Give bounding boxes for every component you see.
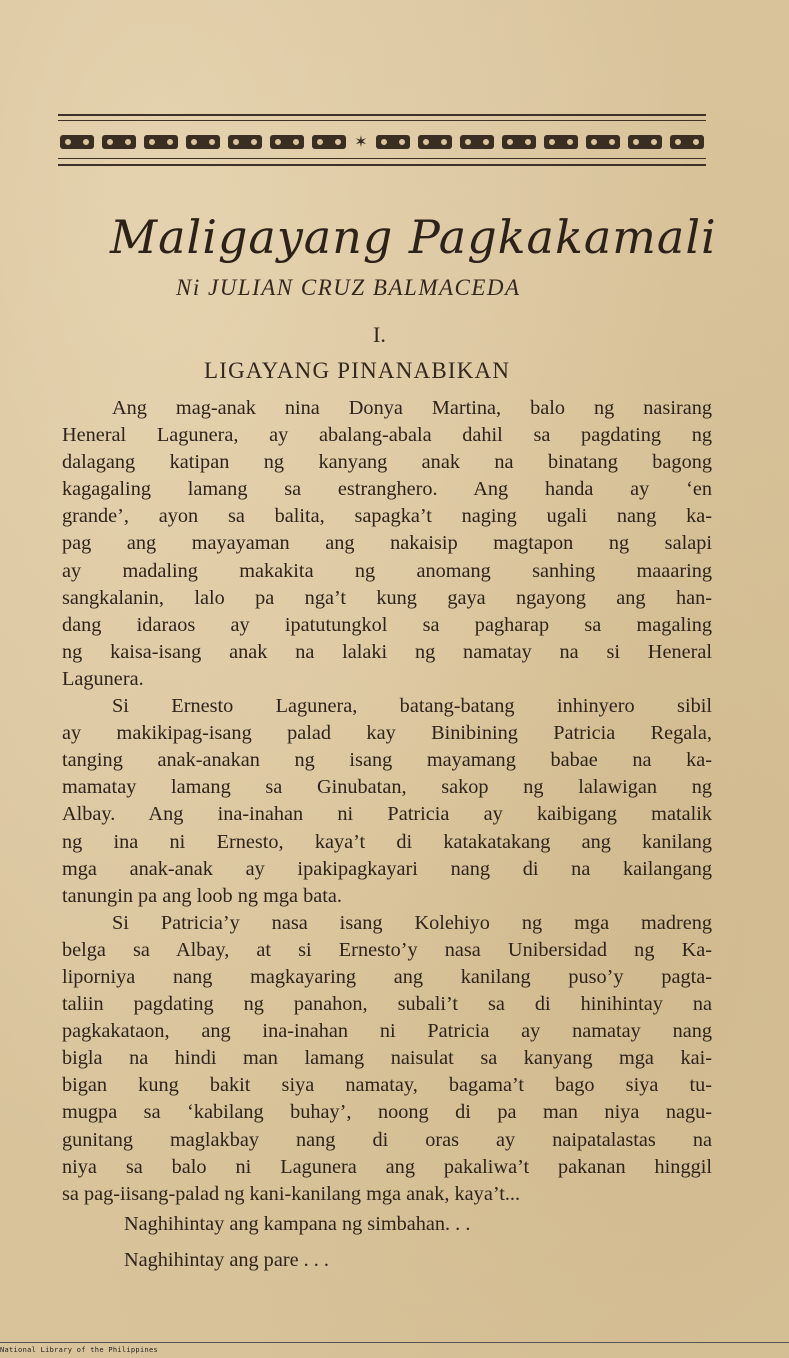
story-body [62, 395, 712, 1208]
text-line: mamatay lamang sa Ginubatan, sakop ng lalawigan ng [62, 776, 712, 799]
text-line: gunitang maglakbay nang di oras ay naipatalastas na [62, 1128, 712, 1151]
ornament-glyph [586, 135, 620, 149]
text-line: ng kaisa-isang anak na lalaki ng namatay na si Heneral [62, 640, 712, 663]
ornament-glyph [502, 135, 536, 149]
ornament-glyph [670, 135, 704, 149]
ornament-band [60, 132, 704, 152]
ornament-glyph [186, 135, 220, 149]
header-ornament [58, 114, 706, 172]
text-line: dalagang katipan ng kanyang anak na binatang bagong [62, 451, 712, 474]
text-line: niya sa balo ni Lagunera ang pakaliwa’t pakanan hinggil [62, 1155, 712, 1178]
text-line: taliin pagdating ng panahon, subali’t sa di hinihintay na [62, 993, 712, 1016]
ornament-glyph [144, 135, 178, 149]
ornament-glyph [312, 135, 346, 149]
chapter-title: LIGAYANG PINANABIKAN [204, 358, 511, 383]
text-line: sangkalanin, lalo pa nga’t kung gaya ngayong ang han- [62, 586, 712, 609]
ornament-glyph [228, 135, 262, 149]
ornament-bottom-rule-thin [58, 158, 706, 159]
text-line: dang idaraos ay ipatutungkol sa pagharap sa magaling [62, 613, 712, 636]
text-line: belga sa Albay, at si Ernesto’y nasa Unibersidad ng Ka- [62, 938, 712, 961]
author-byline: Ni JULIAN CRUZ BALMACEDA [176, 275, 521, 300]
story-title: Maligayang Pagkakamali [110, 210, 717, 264]
text-line: bigan kung bakit siya namatay, bagama’t bago siya tu- [62, 1074, 712, 1097]
ornament-glyph [376, 135, 410, 149]
text-line: kagagaling lamang sa estranghero. Ang handa ay ‘en [62, 478, 712, 501]
ornament-glyph [418, 135, 452, 149]
text-line: Si Patricia’y nasa isang Kolehiyo ng mga madreng [112, 911, 712, 934]
text-line: ay makikipag-isang palad kay Binibining Patricia Regala, [62, 722, 712, 745]
ornament-star-icon: ✶ [354, 132, 368, 151]
ornament-top-rule-thin [58, 120, 706, 121]
ornament-top-rule [58, 114, 706, 116]
text-line: pagkakataon, ang ina-inahan ni Patricia ay namatay nang [62, 1020, 712, 1043]
text-line: Si Ernesto Lagunera, batang-batang inhinyero sibil [112, 695, 712, 718]
paragraph [62, 395, 712, 693]
library-footer: National Library of the Philippines [0, 1346, 159, 1354]
ornament-glyph [544, 135, 578, 149]
text-line: tanging anak-anakan ng isang mayamang babae na ka- [62, 749, 712, 772]
closing-line: Naghihintay ang kampana ng simbahan. . . [124, 1213, 471, 1235]
text-line: mga anak-anak ay ipakipagkayari nang di na kailangang [62, 857, 712, 880]
text-line: Lagunera. [62, 667, 144, 690]
paragraph [62, 693, 712, 910]
text-line: Heneral Lagunera, ay abalang-abala dahil sa pagdating ng [62, 424, 712, 447]
ornament-glyph [60, 135, 94, 149]
text-line: sa pag-iisang-palad ng kani-kanilang mga anak, kaya’t... [62, 1182, 521, 1205]
text-line: grande’, ayon sa balita, sapagka’t naging ugali nang ka- [62, 505, 712, 528]
ornament-bottom-rule [58, 164, 706, 166]
text-line: Ang mag-anak nina Donya Martina, balo ng nasirang [112, 397, 712, 419]
ornament-glyph [102, 135, 136, 149]
text-line: ay madaling makakita ng anomang sanhing maaaring [62, 559, 712, 582]
paragraph [62, 910, 712, 1208]
footer-rule [0, 1342, 789, 1343]
ornament-glyph [628, 135, 662, 149]
text-line: Albay. Ang ina-inahan ni Patricia ay kaibigang matalik [62, 803, 712, 826]
text-line: mugpa sa ‘kabilang buhay’, noong di pa man niya nagu- [62, 1101, 712, 1124]
text-line: tanungin pa ang loob ng mga bata. [62, 884, 342, 907]
text-line: liporniya nang magkayaring ang kanilang puso’y pagta- [62, 965, 712, 988]
closing-line: Naghihintay ang pare . . . [124, 1249, 330, 1271]
text-line: pag ang mayayaman ang nakaisip magtapon ng salapi [62, 532, 712, 555]
text-line: bigla na hindi man lamang naisulat sa kanyang mga kai- [62, 1047, 712, 1070]
chapter-number: I. [373, 322, 386, 347]
ornament-glyph [460, 135, 494, 149]
ornament-glyph [270, 135, 304, 149]
text-line: ng ina ni Ernesto, kaya’t di katakatakang ang kanilang [62, 830, 712, 853]
